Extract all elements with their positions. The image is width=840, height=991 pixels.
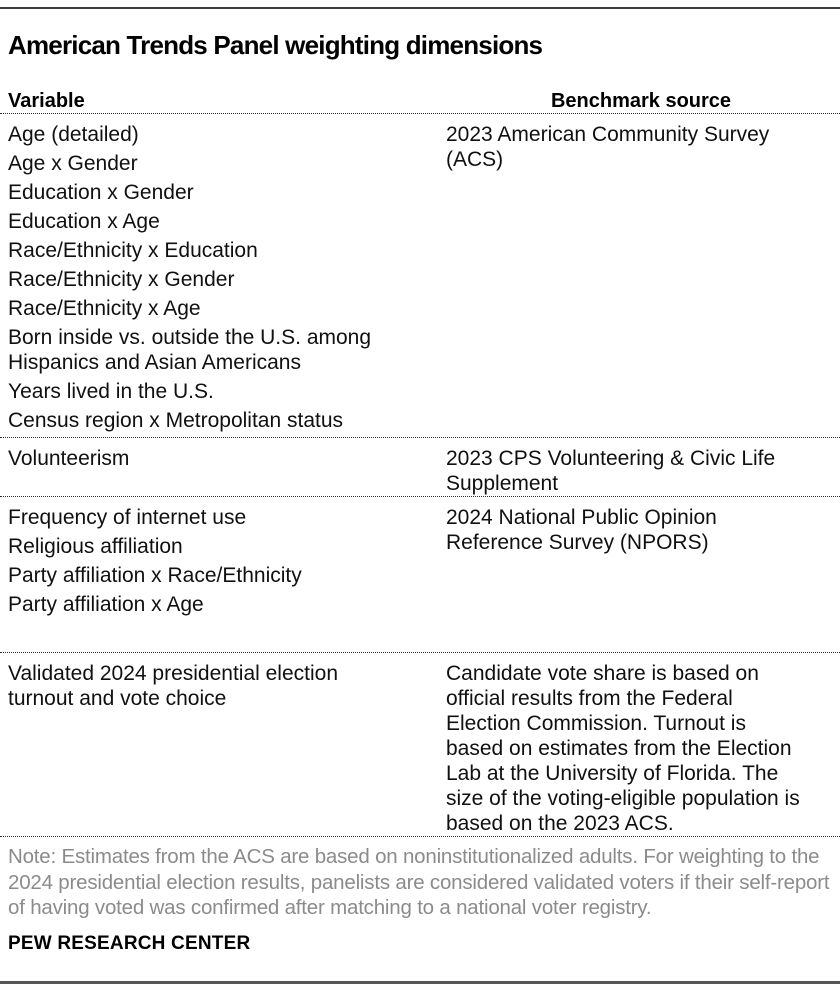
variable-volunteerism: Volunteerism [8, 447, 130, 470]
table-row-validated-vote [0, 653, 840, 837]
column-header-benchmark-source: Benchmark source [550, 90, 732, 112]
benchmark-source-cell [446, 661, 804, 836]
variable-list [8, 446, 406, 496]
benchmark-source-npors: 2024 National Public Opinion Reference Survey (NPORS) [446, 506, 717, 554]
table-header-row [0, 89, 840, 114]
top-rule [0, 7, 840, 9]
variable-years-lived-us: Years lived in the U.S. [8, 380, 214, 403]
benchmark-source-acs: 2023 American Community Survey (ACS) [446, 123, 770, 171]
bottom-rule [0, 981, 840, 984]
variable-list [8, 122, 406, 437]
variable-education-age: Education x Age [8, 210, 160, 233]
variable-age-gender: Age x Gender [8, 152, 138, 175]
variable-party-age: Party affiliation x Age [8, 593, 204, 616]
variable-religious-affiliation: Religious affiliation [8, 535, 183, 558]
variable-list [8, 661, 406, 836]
variable-age-detailed: Age (detailed) [8, 123, 139, 146]
weighting-dimensions-page [0, 7, 840, 984]
variable-list [8, 505, 406, 652]
column-header-variable: Variable [8, 90, 85, 112]
variable-race-age: Race/Ethnicity x Age [8, 297, 201, 320]
variable-born-inside-outside: Born inside vs. outside the U.S. among Hispanics and Asian Americans [8, 326, 372, 374]
table-row-volunteerism [0, 438, 840, 497]
variable-internet-use: Frequency of internet use [8, 506, 247, 529]
variable-education-gender: Education x Gender [8, 181, 194, 204]
benchmark-source-vote: Candidate vote share is based on official results from the Federal Election Commission. Turnout is based on estimates from the Election Lab at the University of Florida. The size of the voting-eligible population is based on the 2023 ACS. [446, 662, 800, 835]
benchmark-source-cps: 2023 CPS Volunteering & Civic Life Supplement [446, 447, 776, 495]
footnote: Note: Estimates from the ACS are based on noninstitutionalized adults. For weighting to the 2024 presidential election results, panelists are considered validated voters if their self-report of having voted was confirmed after matching to a national voter registry. [8, 845, 830, 919]
variable-validated-turnout: Validated 2024 presidential election turnout and vote choice [8, 662, 339, 710]
variable-party-race: Party affiliation x Race/Ethnicity [8, 564, 302, 587]
benchmark-source-cell [446, 446, 804, 496]
variable-census-region-metro: Census region x Metropolitan status [8, 409, 344, 432]
benchmark-source-cell [446, 122, 804, 437]
source-label: PEW RESEARCH CENTER [8, 932, 251, 954]
page-title: American Trends Panel weighting dimensions [8, 30, 543, 60]
benchmark-source-cell [446, 505, 804, 652]
variable-race-education: Race/Ethnicity x Education [8, 239, 258, 262]
variable-race-gender: Race/Ethnicity x Gender [8, 268, 235, 291]
table-row-npors [0, 497, 840, 653]
table-row-acs [0, 114, 840, 438]
